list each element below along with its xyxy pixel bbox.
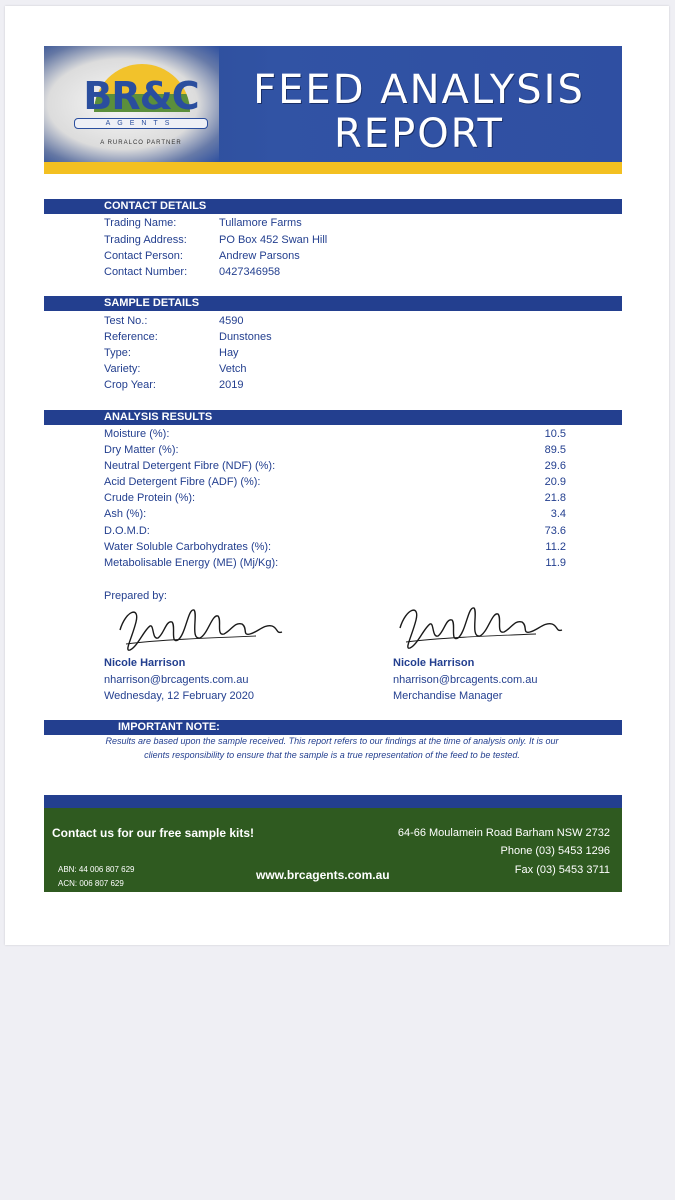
important-note-text: Results are based upon the sample received. This report refers to our findings at the time of analysis only. It is our clients responsibility to ensure that the sample is a true representation of the feed to be tested.	[105, 736, 559, 760]
contact-details-heading: CONTACT DETAILS	[104, 200, 207, 212]
analysis-row	[104, 426, 566, 442]
contact-row	[104, 248, 574, 264]
left-signer-email: nharrison@brcagents.com.au	[104, 674, 249, 686]
analysis-label: Crude Protein (%):	[104, 492, 196, 504]
report-title-line2: REPORT	[334, 111, 504, 157]
sample-label: Variety:	[104, 363, 141, 375]
footer-address: 64-66 Moulamein Road Barham NSW 2732	[397, 827, 610, 839]
contact-value: 0427346958	[219, 266, 281, 278]
analysis-results-header	[44, 410, 622, 425]
report-title	[234, 68, 604, 156]
sample-value: Hay	[219, 347, 239, 359]
signature-right	[396, 596, 566, 658]
analysis-row	[104, 523, 566, 539]
sample-row	[104, 313, 574, 329]
contact-row	[104, 232, 574, 248]
logo-partner-text: A RURALCO PARTNER	[100, 140, 182, 146]
footer-fax: Fax (03) 5453 3711	[514, 864, 610, 876]
right-signer-email: nharrison@brcagents.com.au	[393, 674, 538, 686]
footer-website-link[interactable]: www.brcagents.com.au	[256, 868, 390, 882]
contact-row	[104, 264, 574, 280]
analysis-label: D.O.M.D:	[104, 525, 150, 537]
analysis-results-heading: ANALYSIS RESULTS	[104, 411, 213, 423]
logo-text: BR&C	[83, 74, 199, 118]
left-signer-name: Nicole Harrison	[104, 657, 186, 669]
right-signer-role: Merchandise Manager	[393, 690, 503, 702]
analysis-value: 11.9	[545, 557, 566, 569]
sample-value: 4590	[219, 315, 244, 327]
analysis-value: 20.9	[544, 476, 566, 488]
analysis-row	[104, 474, 566, 490]
sample-row	[104, 329, 574, 345]
sample-value: Vetch	[219, 363, 247, 375]
important-note-header	[44, 720, 622, 735]
analysis-value: 11.2	[545, 541, 566, 553]
analysis-value: 21.8	[544, 492, 566, 504]
report-footer	[44, 808, 622, 892]
brc-logo	[44, 46, 219, 162]
analysis-value: 3.4	[550, 508, 566, 520]
analysis-row	[104, 555, 566, 571]
left-signer-date: Wednesday, 12 February 2020	[104, 690, 255, 702]
analysis-label: Dry Matter (%):	[104, 444, 179, 456]
analysis-value: 29.6	[544, 460, 566, 472]
analysis-label: Neutral Detergent Fibre (NDF) (%):	[104, 460, 276, 472]
analysis-value: 73.6	[544, 525, 566, 537]
footer-phone: Phone (03) 5453 1296	[500, 845, 610, 857]
footer-blue-bar	[44, 795, 622, 808]
prepared-by-label: Prepared by:	[104, 590, 167, 602]
analysis-row	[104, 442, 566, 458]
sample-value: 2019	[219, 379, 244, 391]
analysis-value: 89.5	[544, 444, 566, 456]
footer-cta: Contact us for our free sample kits!	[52, 826, 255, 840]
analysis-row	[104, 458, 566, 474]
sample-value: Dunstones	[219, 331, 272, 343]
sample-label: Crop Year:	[104, 379, 156, 391]
contact-label: Contact Number:	[104, 266, 188, 278]
sample-row	[104, 361, 574, 377]
analysis-row	[104, 490, 566, 506]
analysis-label: Acid Detergent Fibre (ADF) (%):	[104, 476, 261, 488]
report-title-line1: FEED ANALYSIS	[253, 67, 585, 113]
analysis-row	[104, 506, 566, 522]
sample-label: Reference:	[104, 331, 158, 343]
contact-label: Trading Name:	[104, 217, 177, 229]
sample-row	[104, 345, 574, 361]
sample-label: Type:	[104, 347, 131, 359]
signature-left	[116, 600, 286, 658]
sample-label: Test No.:	[104, 315, 148, 327]
logo-subtitle: AGENTS	[74, 118, 208, 129]
contact-label: Trading Address:	[104, 234, 187, 246]
report-banner	[44, 46, 622, 174]
important-note-heading: IMPORTANT NOTE:	[118, 721, 220, 733]
sample-details-heading: SAMPLE DETAILS	[104, 297, 200, 309]
analysis-label: Water Soluble Carbohydrates (%):	[104, 541, 272, 553]
analysis-label: Moisture (%):	[104, 428, 170, 440]
footer-abn: ABN: 44 006 807 629	[58, 865, 135, 874]
analysis-label: Metabolisable Energy (ME) (Mj/Kg):	[104, 557, 279, 569]
sample-details-header	[44, 296, 622, 311]
analysis-value: 10.5	[544, 428, 566, 440]
right-signer-name: Nicole Harrison	[393, 657, 475, 669]
banner-gold-stripe	[44, 162, 622, 174]
contact-value: Tullamore Farms	[219, 217, 302, 229]
contact-details-header	[44, 199, 622, 214]
analysis-label: Ash (%):	[104, 508, 147, 520]
contact-value: PO Box 452 Swan Hill	[219, 234, 328, 246]
sample-row	[104, 377, 574, 393]
footer-acn: ACN: 006 807 629	[58, 879, 124, 888]
contact-row	[104, 215, 574, 231]
contact-label: Contact Person:	[104, 250, 183, 262]
analysis-row	[104, 539, 566, 555]
contact-value: Andrew Parsons	[219, 250, 300, 262]
